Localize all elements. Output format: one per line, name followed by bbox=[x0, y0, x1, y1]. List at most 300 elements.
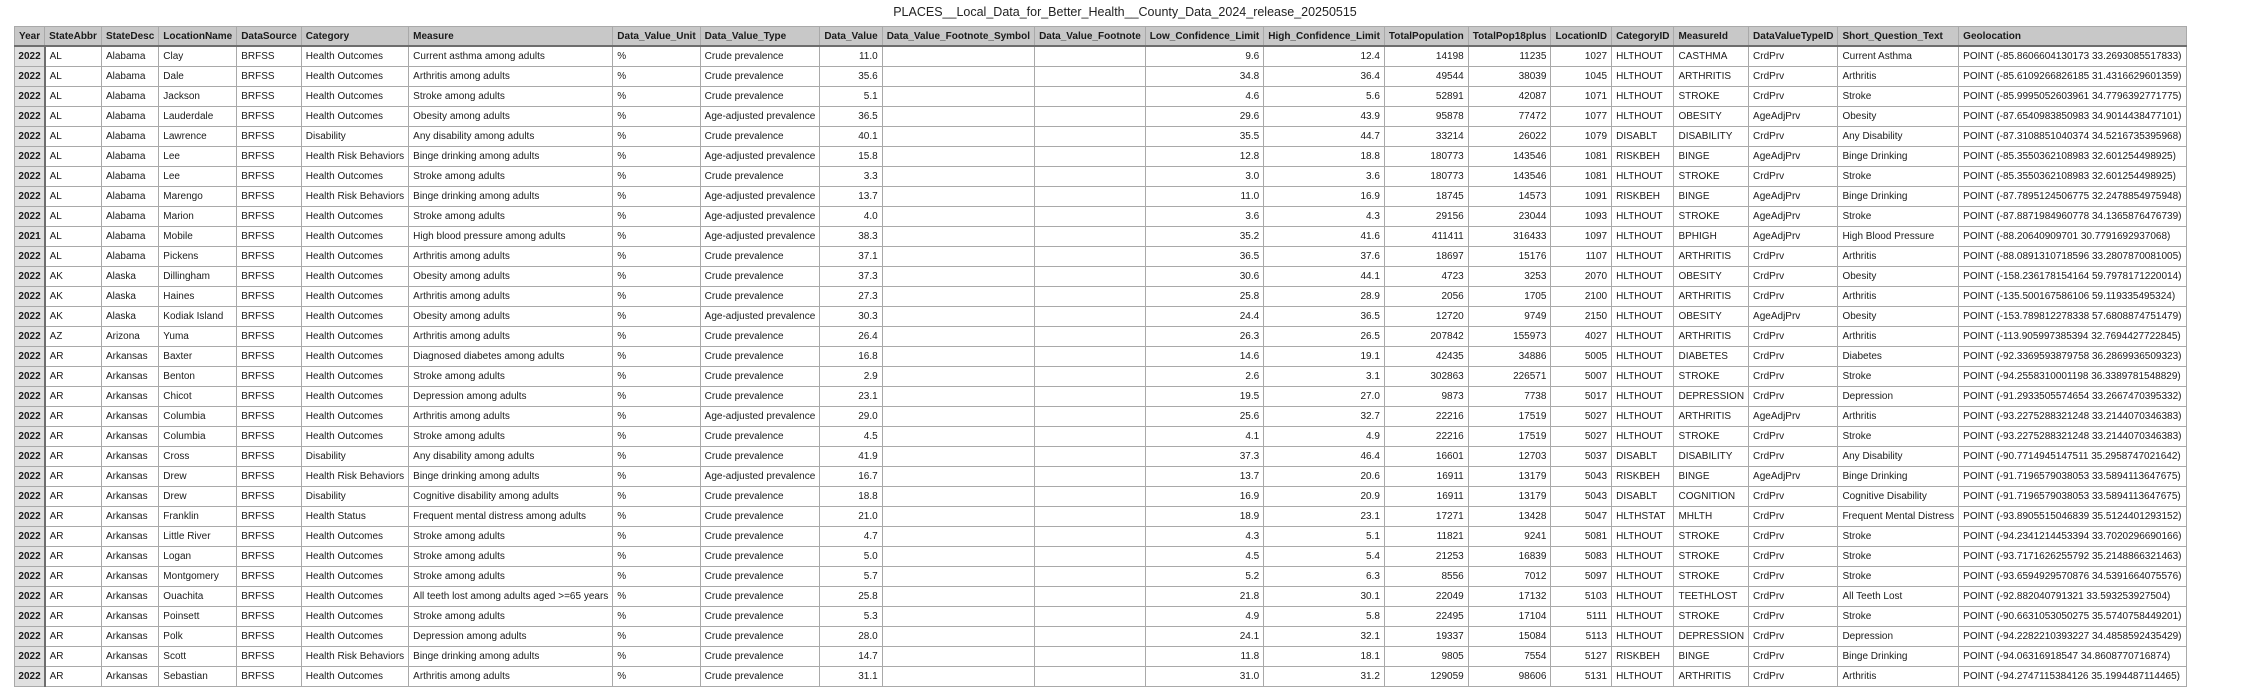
cell-locationname[interactable]: Benton bbox=[159, 367, 237, 387]
cell-category[interactable]: Disability bbox=[301, 127, 408, 147]
cell-datavaluetypeid[interactable]: CrdPrv bbox=[1749, 367, 1838, 387]
cell-stateabbr[interactable]: AZ bbox=[45, 327, 102, 347]
cell-totalpopulation[interactable]: 207842 bbox=[1384, 327, 1468, 347]
cell-data-value-footnote-symbol[interactable] bbox=[882, 427, 1034, 447]
cell-data-value-unit[interactable]: % bbox=[613, 607, 700, 627]
cell-locationid[interactable]: 1077 bbox=[1551, 107, 1612, 127]
cell-measureid[interactable]: COGNITION bbox=[1674, 487, 1749, 507]
cell-data-value-footnote[interactable] bbox=[1035, 147, 1146, 167]
cell-data-value-unit[interactable]: % bbox=[613, 287, 700, 307]
cell-data-value-footnote-symbol[interactable] bbox=[882, 647, 1034, 667]
cell-short-question-text[interactable]: Arthritis bbox=[1838, 667, 1959, 687]
cell-data-value-type[interactable]: Crude prevalence bbox=[700, 87, 820, 107]
cell-geolocation[interactable]: POINT (-85.9995052603961 34.7796392771775) bbox=[1959, 87, 2186, 107]
cell-measureid[interactable]: ARTHRITIS bbox=[1674, 407, 1749, 427]
cell-totalpop18plus[interactable]: 34886 bbox=[1468, 347, 1551, 367]
cell-categoryid[interactable]: HLTHOUT bbox=[1612, 367, 1674, 387]
cell-data-value-footnote[interactable] bbox=[1035, 627, 1146, 647]
cell-statedesc[interactable]: Arkansas bbox=[101, 427, 158, 447]
cell-locationname[interactable]: Cross bbox=[159, 447, 237, 467]
cell-category[interactable]: Health Outcomes bbox=[301, 87, 408, 107]
cell-data-value-type[interactable]: Age-adjusted prevalence bbox=[700, 407, 820, 427]
cell-statedesc[interactable]: Arkansas bbox=[101, 667, 158, 687]
cell-locationid[interactable]: 5043 bbox=[1551, 467, 1612, 487]
cell-year[interactable]: 2022 bbox=[15, 287, 45, 307]
cell-data-value[interactable]: 27.3 bbox=[820, 287, 882, 307]
cell-categoryid[interactable]: HLTHOUT bbox=[1612, 387, 1674, 407]
cell-data-value-type[interactable]: Crude prevalence bbox=[700, 167, 820, 187]
cell-data-value-footnote-symbol[interactable] bbox=[882, 587, 1034, 607]
cell-totalpopulation[interactable]: 11821 bbox=[1384, 527, 1468, 547]
cell-short-question-text[interactable]: Frequent Mental Distress bbox=[1838, 507, 1959, 527]
cell-category[interactable]: Health Risk Behaviors bbox=[301, 467, 408, 487]
cell-data-value-footnote-symbol[interactable] bbox=[882, 87, 1034, 107]
cell-data-value-footnote-symbol[interactable] bbox=[882, 46, 1034, 67]
cell-low-confidence-limit[interactable]: 24.4 bbox=[1145, 307, 1263, 327]
cell-locationid[interactable]: 5027 bbox=[1551, 407, 1612, 427]
cell-datavaluetypeid[interactable]: CrdPrv bbox=[1749, 127, 1838, 147]
cell-statedesc[interactable]: Alaska bbox=[101, 307, 158, 327]
cell-stateabbr[interactable]: AK bbox=[45, 267, 102, 287]
cell-totalpop18plus[interactable]: 17519 bbox=[1468, 427, 1551, 447]
cell-locationname[interactable]: Franklin bbox=[159, 507, 237, 527]
cell-totalpopulation[interactable]: 49544 bbox=[1384, 67, 1468, 87]
cell-measureid[interactable]: MHLTH bbox=[1674, 507, 1749, 527]
cell-short-question-text[interactable]: Any Disability bbox=[1838, 127, 1959, 147]
cell-data-value-unit[interactable]: % bbox=[613, 127, 700, 147]
cell-geolocation[interactable]: POINT (-92.3369593879758 36.2869936509323) bbox=[1959, 347, 2186, 367]
cell-measureid[interactable]: STROKE bbox=[1674, 567, 1749, 587]
cell-stateabbr[interactable]: AL bbox=[45, 187, 102, 207]
cell-statedesc[interactable]: Arkansas bbox=[101, 487, 158, 507]
table-row[interactable] bbox=[15, 267, 2187, 287]
cell-totalpopulation[interactable]: 18697 bbox=[1384, 247, 1468, 267]
cell-short-question-text[interactable]: Arthritis bbox=[1838, 327, 1959, 347]
cell-short-question-text[interactable]: Stroke bbox=[1838, 607, 1959, 627]
cell-categoryid[interactable]: DISABLT bbox=[1612, 447, 1674, 467]
cell-short-question-text[interactable]: Arthritis bbox=[1838, 67, 1959, 87]
column-header-data-value-type[interactable]: Data_Value_Type bbox=[700, 27, 820, 47]
cell-high-confidence-limit[interactable]: 30.1 bbox=[1264, 587, 1385, 607]
cell-year[interactable]: 2022 bbox=[15, 207, 45, 227]
column-header-totalpop18plus[interactable]: TotalPop18plus bbox=[1468, 27, 1551, 47]
cell-low-confidence-limit[interactable]: 4.5 bbox=[1145, 547, 1263, 567]
cell-locationid[interactable]: 5083 bbox=[1551, 547, 1612, 567]
table-row[interactable] bbox=[15, 467, 2187, 487]
cell-datasource[interactable]: BRFSS bbox=[237, 167, 302, 187]
cell-geolocation[interactable]: POINT (-90.6631053050275 35.5740758449201) bbox=[1959, 607, 2186, 627]
cell-category[interactable]: Health Outcomes bbox=[301, 267, 408, 287]
cell-data-value-footnote-symbol[interactable] bbox=[882, 167, 1034, 187]
cell-data-value[interactable]: 18.8 bbox=[820, 487, 882, 507]
cell-datasource[interactable]: BRFSS bbox=[237, 287, 302, 307]
cell-measureid[interactable]: BPHIGH bbox=[1674, 227, 1749, 247]
cell-locationid[interactable]: 1027 bbox=[1551, 46, 1612, 67]
cell-locationname[interactable]: Lee bbox=[159, 167, 237, 187]
cell-low-confidence-limit[interactable]: 2.6 bbox=[1145, 367, 1263, 387]
cell-low-confidence-limit[interactable]: 16.9 bbox=[1145, 487, 1263, 507]
cell-data-value-footnote[interactable] bbox=[1035, 607, 1146, 627]
cell-datavaluetypeid[interactable]: AgeAdjPrv bbox=[1749, 227, 1838, 247]
cell-data-value-footnote-symbol[interactable] bbox=[882, 487, 1034, 507]
cell-totalpop18plus[interactable]: 23044 bbox=[1468, 207, 1551, 227]
cell-totalpopulation[interactable]: 129059 bbox=[1384, 667, 1468, 687]
cell-short-question-text[interactable]: Obesity bbox=[1838, 107, 1959, 127]
cell-measureid[interactable]: BINGE bbox=[1674, 147, 1749, 167]
cell-data-value-type[interactable]: Crude prevalence bbox=[700, 527, 820, 547]
table-row[interactable] bbox=[15, 487, 2187, 507]
column-header-category[interactable]: Category bbox=[301, 27, 408, 47]
table-row[interactable] bbox=[15, 227, 2187, 247]
cell-data-value-type[interactable]: Crude prevalence bbox=[700, 487, 820, 507]
cell-datavaluetypeid[interactable]: AgeAdjPrv bbox=[1749, 207, 1838, 227]
cell-category[interactable]: Health Outcomes bbox=[301, 667, 408, 687]
cell-datavaluetypeid[interactable]: CrdPrv bbox=[1749, 387, 1838, 407]
cell-datasource[interactable]: BRFSS bbox=[237, 347, 302, 367]
cell-datasource[interactable]: BRFSS bbox=[237, 307, 302, 327]
cell-data-value[interactable]: 26.4 bbox=[820, 327, 882, 347]
cell-year[interactable]: 2022 bbox=[15, 587, 45, 607]
cell-geolocation[interactable]: POINT (-113.905997385394 32.7694427722845) bbox=[1959, 327, 2186, 347]
cell-data-value-footnote-symbol[interactable] bbox=[882, 387, 1034, 407]
cell-measure[interactable]: Any disability among adults bbox=[409, 127, 613, 147]
cell-stateabbr[interactable]: AL bbox=[45, 87, 102, 107]
cell-statedesc[interactable]: Arkansas bbox=[101, 567, 158, 587]
cell-stateabbr[interactable]: AR bbox=[45, 367, 102, 387]
cell-low-confidence-limit[interactable]: 18.9 bbox=[1145, 507, 1263, 527]
cell-data-value[interactable]: 37.1 bbox=[820, 247, 882, 267]
cell-category[interactable]: Health Outcomes bbox=[301, 427, 408, 447]
cell-measureid[interactable]: ARTHRITIS bbox=[1674, 247, 1749, 267]
cell-datavaluetypeid[interactable]: CrdPrv bbox=[1749, 267, 1838, 287]
cell-statedesc[interactable]: Arkansas bbox=[101, 407, 158, 427]
cell-geolocation[interactable]: POINT (-85.3550362108983 32.601254498925) bbox=[1959, 167, 2186, 187]
table-row[interactable] bbox=[15, 327, 2187, 347]
cell-stateabbr[interactable]: AL bbox=[45, 167, 102, 187]
cell-low-confidence-limit[interactable]: 3.6 bbox=[1145, 207, 1263, 227]
cell-data-value-footnote-symbol[interactable] bbox=[882, 627, 1034, 647]
cell-datasource[interactable]: BRFSS bbox=[237, 87, 302, 107]
cell-high-confidence-limit[interactable]: 26.5 bbox=[1264, 327, 1385, 347]
cell-datavaluetypeid[interactable]: CrdPrv bbox=[1749, 567, 1838, 587]
cell-data-value-footnote[interactable] bbox=[1035, 427, 1146, 447]
cell-datasource[interactable]: BRFSS bbox=[237, 547, 302, 567]
cell-datavaluetypeid[interactable]: CrdPrv bbox=[1749, 607, 1838, 627]
cell-data-value-type[interactable]: Crude prevalence bbox=[700, 67, 820, 87]
table-row[interactable] bbox=[15, 607, 2187, 627]
cell-datavaluetypeid[interactable]: CrdPrv bbox=[1749, 647, 1838, 667]
cell-year[interactable]: 2022 bbox=[15, 187, 45, 207]
cell-stateabbr[interactable]: AR bbox=[45, 667, 102, 687]
cell-data-value-type[interactable]: Age-adjusted prevalence bbox=[700, 307, 820, 327]
cell-categoryid[interactable]: RISKBEH bbox=[1612, 187, 1674, 207]
cell-locationname[interactable]: Yuma bbox=[159, 327, 237, 347]
cell-data-value-type[interactable]: Age-adjusted prevalence bbox=[700, 207, 820, 227]
cell-low-confidence-limit[interactable]: 21.8 bbox=[1145, 587, 1263, 607]
cell-data-value-type[interactable]: Crude prevalence bbox=[700, 627, 820, 647]
cell-short-question-text[interactable]: Current Asthma bbox=[1838, 46, 1959, 67]
cell-geolocation[interactable]: POINT (-91.2933505574654 33.2667470395332) bbox=[1959, 387, 2186, 407]
cell-totalpopulation[interactable]: 9873 bbox=[1384, 387, 1468, 407]
cell-low-confidence-limit[interactable]: 19.5 bbox=[1145, 387, 1263, 407]
cell-year[interactable]: 2022 bbox=[15, 627, 45, 647]
cell-data-value-footnote[interactable] bbox=[1035, 527, 1146, 547]
table-row[interactable] bbox=[15, 247, 2187, 267]
table-row[interactable] bbox=[15, 167, 2187, 187]
cell-data-value-unit[interactable]: % bbox=[613, 167, 700, 187]
cell-locationid[interactable]: 5097 bbox=[1551, 567, 1612, 587]
cell-measureid[interactable]: DEPRESSION bbox=[1674, 627, 1749, 647]
cell-totalpop18plus[interactable]: 13428 bbox=[1468, 507, 1551, 527]
cell-data-value-footnote[interactable] bbox=[1035, 67, 1146, 87]
cell-locationid[interactable]: 2100 bbox=[1551, 287, 1612, 307]
cell-high-confidence-limit[interactable]: 12.4 bbox=[1264, 46, 1385, 67]
cell-datavaluetypeid[interactable]: CrdPrv bbox=[1749, 247, 1838, 267]
cell-data-value-footnote[interactable] bbox=[1035, 647, 1146, 667]
cell-category[interactable]: Health Outcomes bbox=[301, 347, 408, 367]
cell-data-value-footnote-symbol[interactable] bbox=[882, 127, 1034, 147]
cell-datasource[interactable]: BRFSS bbox=[237, 147, 302, 167]
cell-totalpop18plus[interactable]: 3253 bbox=[1468, 267, 1551, 287]
cell-categoryid[interactable]: HLTHOUT bbox=[1612, 667, 1674, 687]
cell-low-confidence-limit[interactable]: 26.3 bbox=[1145, 327, 1263, 347]
cell-totalpopulation[interactable]: 9805 bbox=[1384, 647, 1468, 667]
cell-low-confidence-limit[interactable]: 13.7 bbox=[1145, 467, 1263, 487]
cell-totalpop18plus[interactable]: 13179 bbox=[1468, 467, 1551, 487]
cell-data-value-footnote[interactable] bbox=[1035, 227, 1146, 247]
cell-high-confidence-limit[interactable]: 5.4 bbox=[1264, 547, 1385, 567]
cell-year[interactable]: 2022 bbox=[15, 407, 45, 427]
cell-datavaluetypeid[interactable]: CrdPrv bbox=[1749, 46, 1838, 67]
cell-high-confidence-limit[interactable]: 44.1 bbox=[1264, 267, 1385, 287]
cell-high-confidence-limit[interactable]: 6.3 bbox=[1264, 567, 1385, 587]
cell-data-value-type[interactable]: Crude prevalence bbox=[700, 427, 820, 447]
cell-low-confidence-limit[interactable]: 25.8 bbox=[1145, 287, 1263, 307]
cell-statedesc[interactable]: Alabama bbox=[101, 107, 158, 127]
cell-high-confidence-limit[interactable]: 32.1 bbox=[1264, 627, 1385, 647]
cell-short-question-text[interactable]: Diabetes bbox=[1838, 347, 1959, 367]
cell-data-value-footnote[interactable] bbox=[1035, 487, 1146, 507]
column-header-high-confidence-limit[interactable]: High_Confidence_Limit bbox=[1264, 27, 1385, 47]
cell-totalpopulation[interactable]: 42435 bbox=[1384, 347, 1468, 367]
cell-geolocation[interactable]: POINT (-94.2558310001198 36.3389781548829) bbox=[1959, 367, 2186, 387]
cell-year[interactable]: 2022 bbox=[15, 107, 45, 127]
cell-totalpopulation[interactable]: 22049 bbox=[1384, 587, 1468, 607]
cell-measure[interactable]: Diagnosed diabetes among adults bbox=[409, 347, 613, 367]
cell-datavaluetypeid[interactable]: CrdPrv bbox=[1749, 547, 1838, 567]
cell-totalpopulation[interactable]: 14198 bbox=[1384, 46, 1468, 67]
cell-totalpopulation[interactable]: 180773 bbox=[1384, 147, 1468, 167]
cell-category[interactable]: Health Risk Behaviors bbox=[301, 647, 408, 667]
cell-data-value-unit[interactable]: % bbox=[613, 467, 700, 487]
cell-data-value[interactable]: 16.7 bbox=[820, 467, 882, 487]
cell-data-value-footnote[interactable] bbox=[1035, 327, 1146, 347]
cell-year[interactable]: 2022 bbox=[15, 487, 45, 507]
cell-datavaluetypeid[interactable]: CrdPrv bbox=[1749, 347, 1838, 367]
cell-low-confidence-limit[interactable]: 4.9 bbox=[1145, 607, 1263, 627]
cell-categoryid[interactable]: HLTHSTAT bbox=[1612, 507, 1674, 527]
cell-data-value-footnote[interactable] bbox=[1035, 187, 1146, 207]
cell-totalpopulation[interactable]: 180773 bbox=[1384, 167, 1468, 187]
cell-short-question-text[interactable]: Arthritis bbox=[1838, 407, 1959, 427]
column-header-data-value-footnote-symbol[interactable]: Data_Value_Footnote_Symbol bbox=[882, 27, 1034, 47]
cell-locationname[interactable]: Little River bbox=[159, 527, 237, 547]
table-row[interactable] bbox=[15, 107, 2187, 127]
cell-data-value-unit[interactable]: % bbox=[613, 307, 700, 327]
cell-categoryid[interactable]: HLTHOUT bbox=[1612, 407, 1674, 427]
cell-measureid[interactable]: CASTHMA bbox=[1674, 46, 1749, 67]
cell-data-value-type[interactable]: Crude prevalence bbox=[700, 46, 820, 67]
cell-locationid[interactable]: 5017 bbox=[1551, 387, 1612, 407]
table-row[interactable] bbox=[15, 187, 2187, 207]
cell-data-value-footnote-symbol[interactable] bbox=[882, 347, 1034, 367]
cell-geolocation[interactable]: POINT (-90.7714945147511 35.2958747021642) bbox=[1959, 447, 2186, 467]
cell-totalpop18plus[interactable]: 13179 bbox=[1468, 487, 1551, 507]
cell-categoryid[interactable]: HLTHOUT bbox=[1612, 607, 1674, 627]
cell-data-value[interactable]: 14.7 bbox=[820, 647, 882, 667]
cell-totalpop18plus[interactable]: 9749 bbox=[1468, 307, 1551, 327]
cell-categoryid[interactable]: HLTHOUT bbox=[1612, 267, 1674, 287]
cell-categoryid[interactable]: DISABLT bbox=[1612, 487, 1674, 507]
cell-stateabbr[interactable]: AR bbox=[45, 547, 102, 567]
cell-locationname[interactable]: Columbia bbox=[159, 407, 237, 427]
cell-year[interactable]: 2021 bbox=[15, 227, 45, 247]
cell-geolocation[interactable]: POINT (-91.7196579038053 33.5894113647675) bbox=[1959, 467, 2186, 487]
cell-measure[interactable]: Depression among adults bbox=[409, 627, 613, 647]
cell-locationid[interactable]: 5131 bbox=[1551, 667, 1612, 687]
cell-data-value-type[interactable]: Age-adjusted prevalence bbox=[700, 187, 820, 207]
cell-low-confidence-limit[interactable]: 24.1 bbox=[1145, 627, 1263, 647]
cell-locationid[interactable]: 1097 bbox=[1551, 227, 1612, 247]
cell-category[interactable]: Health Outcomes bbox=[301, 107, 408, 127]
cell-stateabbr[interactable]: AR bbox=[45, 467, 102, 487]
cell-year[interactable]: 2022 bbox=[15, 647, 45, 667]
cell-totalpopulation[interactable]: 21253 bbox=[1384, 547, 1468, 567]
cell-locationid[interactable]: 1045 bbox=[1551, 67, 1612, 87]
cell-datasource[interactable]: BRFSS bbox=[237, 527, 302, 547]
cell-data-value-type[interactable]: Age-adjusted prevalence bbox=[700, 467, 820, 487]
cell-measure[interactable]: Stroke among adults bbox=[409, 167, 613, 187]
cell-data-value[interactable]: 23.1 bbox=[820, 387, 882, 407]
cell-short-question-text[interactable]: Binge Drinking bbox=[1838, 187, 1959, 207]
cell-data-value[interactable]: 5.0 bbox=[820, 547, 882, 567]
column-header-short-question-text[interactable]: Short_Question_Text bbox=[1838, 27, 1959, 47]
table-row[interactable] bbox=[15, 647, 2187, 667]
table-row[interactable] bbox=[15, 507, 2187, 527]
cell-datavaluetypeid[interactable]: CrdPrv bbox=[1749, 587, 1838, 607]
cell-measure[interactable]: Frequent mental distress among adults bbox=[409, 507, 613, 527]
cell-data-value-type[interactable]: Crude prevalence bbox=[700, 347, 820, 367]
cell-measureid[interactable]: STROKE bbox=[1674, 367, 1749, 387]
cell-low-confidence-limit[interactable]: 3.0 bbox=[1145, 167, 1263, 187]
cell-categoryid[interactable]: HLTHOUT bbox=[1612, 567, 1674, 587]
cell-category[interactable]: Health Outcomes bbox=[301, 367, 408, 387]
cell-category[interactable]: Health Outcomes bbox=[301, 607, 408, 627]
cell-data-value-unit[interactable]: % bbox=[613, 46, 700, 67]
cell-locationname[interactable]: Scott bbox=[159, 647, 237, 667]
column-header-datasource[interactable]: DataSource bbox=[237, 27, 302, 47]
column-header-geolocation[interactable]: Geolocation bbox=[1959, 27, 2186, 47]
table-row[interactable] bbox=[15, 307, 2187, 327]
cell-categoryid[interactable]: HLTHOUT bbox=[1612, 427, 1674, 447]
cell-category[interactable]: Disability bbox=[301, 487, 408, 507]
cell-year[interactable]: 2022 bbox=[15, 667, 45, 687]
cell-datasource[interactable]: BRFSS bbox=[237, 227, 302, 247]
cell-datavaluetypeid[interactable]: CrdPrv bbox=[1749, 627, 1838, 647]
cell-measureid[interactable]: ARTHRITIS bbox=[1674, 67, 1749, 87]
cell-locationid[interactable]: 1079 bbox=[1551, 127, 1612, 147]
cell-year[interactable]: 2022 bbox=[15, 527, 45, 547]
table-row[interactable] bbox=[15, 387, 2187, 407]
cell-categoryid[interactable]: HLTHOUT bbox=[1612, 627, 1674, 647]
cell-year[interactable]: 2022 bbox=[15, 46, 45, 67]
cell-datavaluetypeid[interactable]: AgeAdjPrv bbox=[1749, 307, 1838, 327]
cell-data-value-footnote[interactable] bbox=[1035, 467, 1146, 487]
cell-data-value-type[interactable]: Crude prevalence bbox=[700, 547, 820, 567]
cell-statedesc[interactable]: Alabama bbox=[101, 247, 158, 267]
cell-locationname[interactable]: Montgomery bbox=[159, 567, 237, 587]
cell-stateabbr[interactable]: AL bbox=[45, 207, 102, 227]
cell-short-question-text[interactable]: Stroke bbox=[1838, 527, 1959, 547]
cell-totalpopulation[interactable]: 33214 bbox=[1384, 127, 1468, 147]
cell-data-value-unit[interactable]: % bbox=[613, 547, 700, 567]
cell-locationid[interactable]: 2150 bbox=[1551, 307, 1612, 327]
cell-short-question-text[interactable]: All Teeth Lost bbox=[1838, 587, 1959, 607]
cell-statedesc[interactable]: Alaska bbox=[101, 287, 158, 307]
cell-statedesc[interactable]: Alabama bbox=[101, 87, 158, 107]
cell-categoryid[interactable]: HLTHOUT bbox=[1612, 287, 1674, 307]
cell-low-confidence-limit[interactable]: 35.2 bbox=[1145, 227, 1263, 247]
cell-statedesc[interactable]: Alaska bbox=[101, 267, 158, 287]
cell-data-value[interactable]: 15.8 bbox=[820, 147, 882, 167]
cell-data-value-footnote-symbol[interactable] bbox=[882, 607, 1034, 627]
cell-data-value-footnote[interactable] bbox=[1035, 247, 1146, 267]
cell-categoryid[interactable]: RISKBEH bbox=[1612, 647, 1674, 667]
cell-geolocation[interactable]: POINT (-93.6594929570876 34.5391664075576) bbox=[1959, 567, 2186, 587]
table-row[interactable] bbox=[15, 67, 2187, 87]
cell-data-value-type[interactable]: Crude prevalence bbox=[700, 507, 820, 527]
cell-datasource[interactable]: BRFSS bbox=[237, 647, 302, 667]
cell-totalpopulation[interactable]: 16911 bbox=[1384, 467, 1468, 487]
cell-geolocation[interactable]: POINT (-93.2275288321248 33.2144070346383) bbox=[1959, 427, 2186, 447]
column-header-stateabbr[interactable]: StateAbbr bbox=[45, 27, 102, 47]
cell-data-value-unit[interactable]: % bbox=[613, 507, 700, 527]
cell-locationname[interactable]: Lee bbox=[159, 147, 237, 167]
column-header-categoryid[interactable]: CategoryID bbox=[1612, 27, 1674, 47]
cell-data-value[interactable]: 4.0 bbox=[820, 207, 882, 227]
cell-datasource[interactable]: BRFSS bbox=[237, 247, 302, 267]
cell-locationid[interactable]: 1081 bbox=[1551, 147, 1612, 167]
cell-totalpopulation[interactable]: 52891 bbox=[1384, 87, 1468, 107]
cell-category[interactable]: Health Risk Behaviors bbox=[301, 147, 408, 167]
cell-categoryid[interactable]: HLTHOUT bbox=[1612, 347, 1674, 367]
cell-totalpopulation[interactable]: 29156 bbox=[1384, 207, 1468, 227]
cell-category[interactable]: Health Outcomes bbox=[301, 527, 408, 547]
cell-geolocation[interactable]: POINT (-158.236178154164 59.7978171220014) bbox=[1959, 267, 2186, 287]
cell-year[interactable]: 2022 bbox=[15, 447, 45, 467]
cell-totalpop18plus[interactable]: 143546 bbox=[1468, 147, 1551, 167]
cell-geolocation[interactable]: POINT (-94.2282210393227 34.4858592435429) bbox=[1959, 627, 2186, 647]
cell-datavaluetypeid[interactable]: CrdPrv bbox=[1749, 167, 1838, 187]
cell-totalpop18plus[interactable]: 12703 bbox=[1468, 447, 1551, 467]
cell-high-confidence-limit[interactable]: 3.1 bbox=[1264, 367, 1385, 387]
cell-data-value-footnote-symbol[interactable] bbox=[882, 147, 1034, 167]
cell-statedesc[interactable]: Alabama bbox=[101, 227, 158, 247]
cell-locationname[interactable]: Sebastian bbox=[159, 667, 237, 687]
cell-geolocation[interactable]: POINT (-88.20640909701 30.7791692937068) bbox=[1959, 227, 2186, 247]
cell-data-value[interactable]: 5.7 bbox=[820, 567, 882, 587]
cell-data-value-type[interactable]: Crude prevalence bbox=[700, 667, 820, 687]
